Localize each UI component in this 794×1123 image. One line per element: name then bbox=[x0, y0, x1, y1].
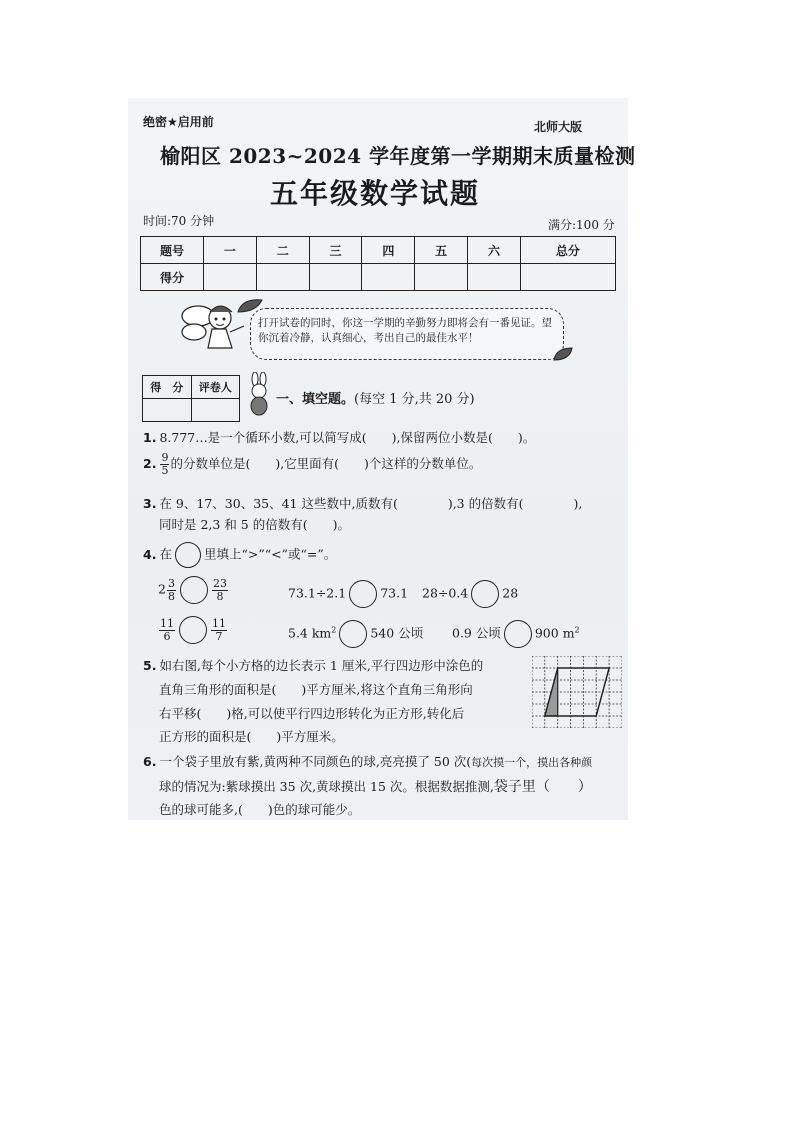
fraction-numerator: 9 bbox=[161, 451, 169, 464]
score-table bbox=[140, 236, 616, 291]
question-5-line3: 右平移( )格,可以使平行四边形转化为正方形,转化后 bbox=[159, 706, 465, 721]
score-row-label: 得分 bbox=[141, 264, 204, 291]
question-3 bbox=[143, 494, 582, 512]
compare-item bbox=[288, 580, 408, 608]
score-table-cell: 二 bbox=[256, 237, 309, 264]
full-score: 满分:100 分 bbox=[548, 218, 615, 232]
compare-right: 73.1 bbox=[380, 585, 409, 601]
answer-circle[interactable] bbox=[179, 616, 207, 644]
edition-label: 北师大版 bbox=[534, 120, 583, 134]
score-table-score-row bbox=[141, 264, 616, 291]
question-text: 球的情况为:紫球摸出 35 次,黄球摸出 15 次。根据数据推测, bbox=[159, 779, 494, 794]
compare-item bbox=[288, 620, 423, 648]
grader-score-cell[interactable] bbox=[143, 399, 192, 422]
rabbit-illustration-icon bbox=[246, 372, 272, 416]
compare-right: 900 m bbox=[534, 625, 575, 641]
compare-item bbox=[158, 576, 229, 604]
question-text: 8.777…是一个循环小数,可以简写成( ),保留两位小数是( )。 bbox=[159, 430, 536, 445]
fraction bbox=[160, 452, 169, 477]
score-input-cell[interactable] bbox=[415, 264, 468, 291]
answer-circle[interactable] bbox=[339, 620, 367, 648]
question-5-line4: 正方形的面积是( )平方厘米。 bbox=[159, 729, 344, 744]
question-text-overlay: 每次摸一个，摸出各种颜 bbox=[471, 756, 593, 769]
grader-table bbox=[142, 375, 240, 422]
fraction-numerator: 23 bbox=[212, 576, 227, 590]
compare-left: 5.4 km bbox=[288, 625, 332, 641]
score-table-cell: 三 bbox=[309, 237, 362, 264]
section-note: (每空 1 分,共 20 分) bbox=[354, 392, 475, 407]
question-4 bbox=[143, 542, 336, 568]
fraction bbox=[167, 578, 176, 603]
score-input-cell[interactable] bbox=[362, 264, 415, 291]
compare-left: 73.1÷2.1 bbox=[288, 585, 347, 601]
answer-circle[interactable] bbox=[504, 620, 532, 648]
question-text: 在 9、17、30、35、41 这些数中,质数有( ),3 的倍数有( ), bbox=[159, 496, 583, 511]
compare-item bbox=[452, 620, 580, 648]
answer-circle[interactable] bbox=[180, 576, 208, 604]
question-1 bbox=[143, 428, 535, 446]
section-heading bbox=[276, 388, 475, 407]
question-number: 2. bbox=[143, 456, 157, 471]
question-6 bbox=[143, 752, 592, 770]
question-number: 6. bbox=[143, 754, 157, 769]
confidential-label: 绝密★启用前 bbox=[143, 115, 214, 129]
grid-lines bbox=[532, 656, 622, 728]
grader-name-cell[interactable] bbox=[191, 399, 240, 422]
score-input-cell[interactable] bbox=[468, 264, 521, 291]
score-table-cell: 五 bbox=[415, 237, 468, 264]
time-limit: 时间:70 分钟 bbox=[143, 214, 215, 228]
compare-right: 28 bbox=[502, 585, 519, 601]
score-table-header-row bbox=[141, 237, 616, 264]
score-input-cell[interactable] bbox=[204, 264, 257, 291]
fraction bbox=[159, 618, 175, 643]
fraction-numerator: 11 bbox=[212, 616, 226, 630]
superscript: 2 bbox=[574, 625, 580, 635]
question-number: 4. bbox=[143, 546, 157, 562]
compare-item bbox=[422, 580, 518, 608]
section-title: 一、填空题。 bbox=[276, 392, 355, 407]
fraction-numerator: 11 bbox=[160, 616, 174, 630]
leaf-icon bbox=[552, 346, 574, 362]
question-text: 一个袋子里放有紫,黄两种不同颜色的球,亮亮摸了 50 次( bbox=[159, 754, 472, 769]
answer-circle[interactable] bbox=[471, 580, 499, 608]
question-number: 5. bbox=[143, 658, 157, 673]
score-table-cell: 题号 bbox=[141, 237, 204, 264]
question-5 bbox=[143, 656, 483, 674]
score-table-cell: 一 bbox=[204, 237, 257, 264]
fraction-denominator: 8 bbox=[212, 590, 228, 603]
exam-subtitle: 五年级数学试题 bbox=[270, 177, 481, 210]
fraction bbox=[211, 618, 227, 643]
compare-left: 0.9 公顷 bbox=[452, 625, 501, 641]
fraction-denominator: 8 bbox=[167, 589, 175, 603]
question-number: 3. bbox=[143, 496, 157, 511]
question-text: 如右图,每个小方格的边长表示 1 厘米,平行四边形中涂色的 bbox=[159, 658, 484, 673]
score-table-cell: 四 bbox=[362, 237, 415, 264]
question-5-line2: 直角三角形的面积是( )平方厘米,将这个直角三角形向 bbox=[159, 682, 473, 697]
score-table-cell: 总分 bbox=[520, 237, 615, 264]
question-text: 在 bbox=[159, 546, 172, 562]
compare-right: 540 公顷 bbox=[370, 625, 424, 641]
compare-circle-icon bbox=[175, 542, 201, 568]
question-6-line2 bbox=[159, 776, 592, 796]
compare-left: 28÷0.4 bbox=[422, 585, 469, 601]
score-input-cell[interactable] bbox=[520, 264, 615, 291]
question-6-line3: 色的球可能多,( )色的球可能少。 bbox=[159, 802, 361, 817]
encouragement-text: 打开试卷的同时，你这一学期的辛勤努力即将会有一番见证。望你沉着冷静，认真细心，考出自己的最佳水平！ bbox=[258, 317, 552, 344]
question-3-line2: 同时是 2,3 和 5 的倍数有( )。 bbox=[159, 517, 350, 532]
fraction-denominator: 5 bbox=[161, 464, 169, 477]
score-input-cell[interactable] bbox=[309, 264, 362, 291]
mixed-whole: 2 bbox=[158, 581, 166, 597]
question-text: 的分数单位是( ),它里面有( )个这样的分数单位。 bbox=[170, 456, 482, 471]
fraction-numerator: 3 bbox=[167, 576, 175, 590]
question-2 bbox=[143, 452, 481, 477]
parallelogram-grid-figure bbox=[532, 656, 622, 728]
question-number: 1. bbox=[143, 430, 157, 445]
grader-name-label: 评卷人 bbox=[191, 376, 240, 399]
superscript: 2 bbox=[331, 625, 337, 635]
question-text-overlay: 袋子里（ ） bbox=[493, 779, 592, 795]
question-text: 里填上“>”“<”或“=”。 bbox=[203, 546, 337, 562]
fraction-denominator: 7 bbox=[211, 630, 227, 643]
score-table-cell: 六 bbox=[468, 237, 521, 264]
answer-circle[interactable] bbox=[349, 580, 377, 608]
compare-item bbox=[158, 616, 228, 644]
score-input-cell[interactable] bbox=[256, 264, 309, 291]
fraction bbox=[212, 578, 228, 603]
grader-score-label: 得 分 bbox=[143, 376, 192, 399]
exam-title: 榆阳区 2023~2024 学年度第一学期期末质量检测 bbox=[160, 144, 636, 168]
fraction-denominator: 6 bbox=[159, 630, 175, 643]
